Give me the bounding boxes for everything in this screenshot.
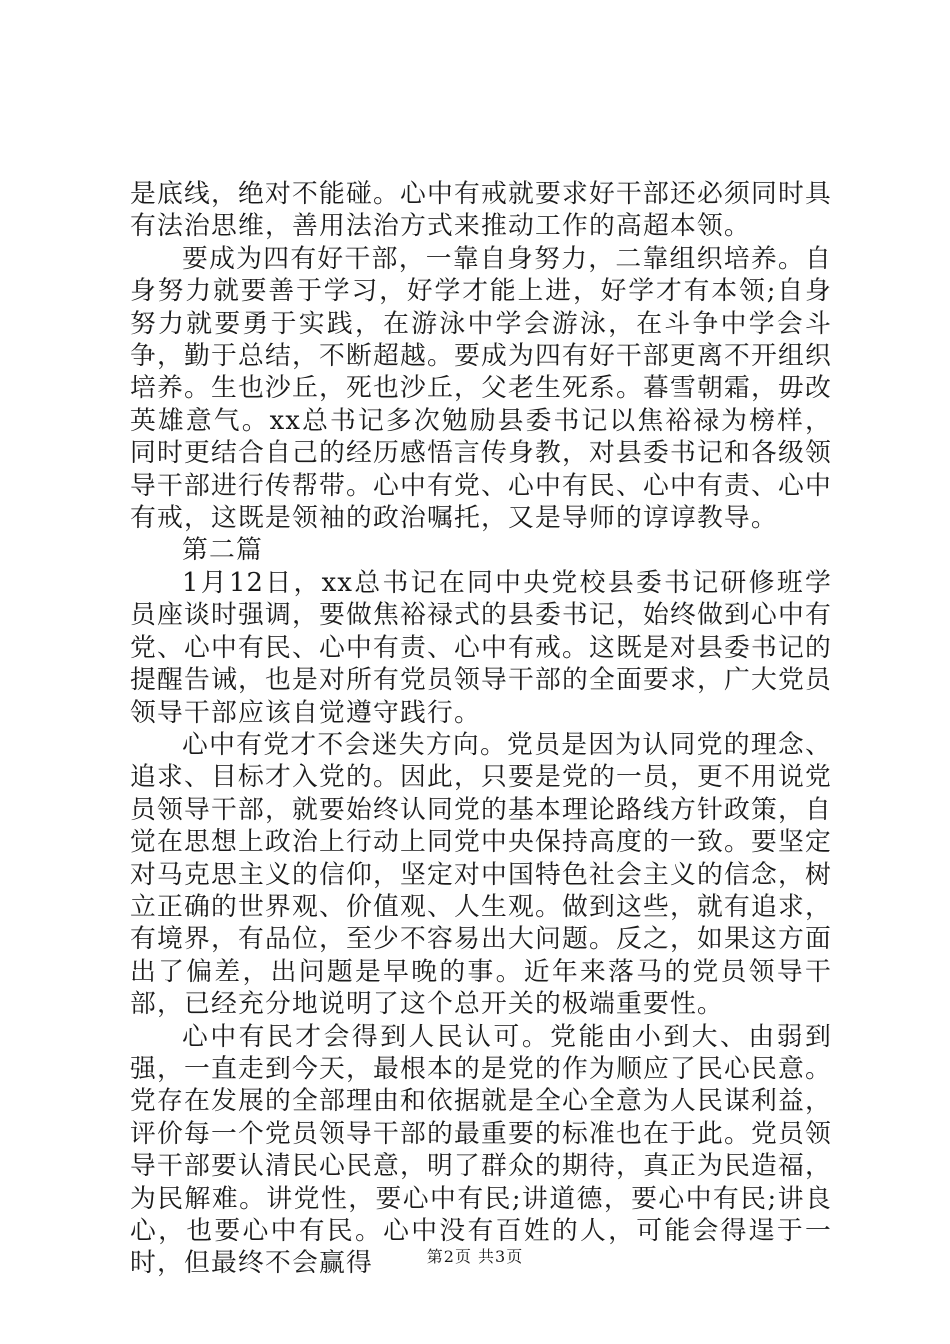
paragraph: 心中有民才会得到人民认可。党能由小到大、由弱到强，一直走到今天，最根本的是党的作为顺应了民心民意。党存在发展的全部理由和依据就是全心全意为人民谋利益，评价每一个党员领导干部的最重要的标准也在于此。党员领导干部要认清民心民意，明了群众的期待，真正为民造福，为民解难。讲党性，要心中有民;讲道德，要心中有民;讲良心，也要心中有民。心中没有百姓的人，可能会得逞于一时，但最终不会赢得 <box>130 1021 832 1279</box>
paragraph: 是底线，绝对不能碰。心中有戒就要求好干部还必须同时具有法治思维，善用法治方式来推动工作的高超本领。 <box>130 179 832 242</box>
paragraph: 1月12日，xx总书记在同中央党校县委书记研修班学员座谈时强调，要做焦裕禄式的县委书记，始终做到心中有党、心中有民、心中有责、心中有戒。这既是对县委书记的提醒告诫，也是对所有党员领导干部的全面要求，广大党员领导干部应该自觉遵守践行。 <box>130 567 832 728</box>
paragraph: 心中有党才不会迷失方向。党员是因为认同党的理念、追求、目标才入党的。因此，只要是党的一员，更不用说党员领导干部，就要始终认同党的基本理论路线方针政策，自觉在思想上政治上行动上同党中央保持高度的一致。要坚定对马克思主义的信仰，坚定对中国特色社会主义的信念，树立正确的世界观、价值观、人生观。做到这些，就有追求，有境界，有品位，至少不容易出大问题。反之，如果这方面出了偏差，出问题是早晚的事。近年来落马的党员领导干部，已经充分地说明了这个总开关的极端重要性。 <box>130 729 832 1020</box>
paragraph: 要成为四有好干部，一靠自身努力，二靠组织培养。自身努力就要善于学习，好学才能上进，好学才有本领;自身努力就要勇于实践，在游泳中学会游泳，在斗争中学会斗争，勤于总结，不断超越。要成为四有好干部更离不开组织培养。生也沙丘，死也沙丘，父老生死系。暮雪朝霜，毋改英雄意气。xx总书记多次勉励县委书记以焦裕禄为榜样，同时更结合自己的经历感悟言传身教，对县委书记和各级领导干部进行传帮带。心中有党、心中有民、心中有责、心中有戒，这既是领袖的政治嘱托，又是导师的谆谆教导。 <box>130 243 832 534</box>
section-heading: 第二篇 <box>182 535 263 566</box>
document-body <box>130 178 832 1280</box>
page-number-footer: 第2页 共3页 <box>426 1247 524 1266</box>
